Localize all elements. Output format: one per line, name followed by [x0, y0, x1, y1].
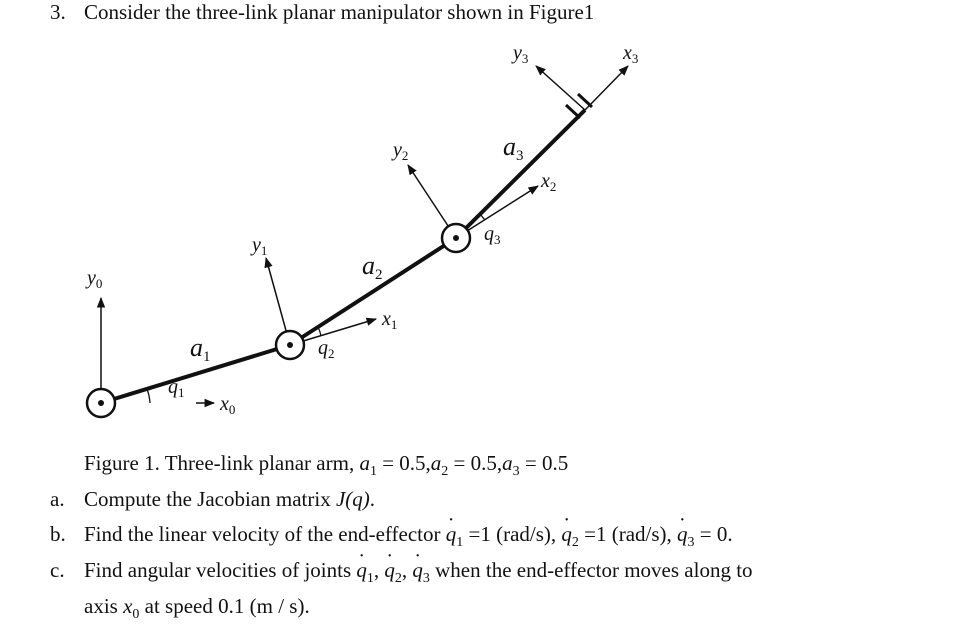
part-c-sep2: , — [401, 558, 413, 582]
label-a3: $a_3$ — [503, 132, 524, 164]
link-3 — [456, 110, 585, 238]
label-y2: $y_2$ — [393, 139, 409, 163]
part-c-axis: x — [123, 594, 133, 618]
caption-a1-value: = 0.5, — [376, 451, 431, 475]
part-c-text: Find angular velocities of joints — [84, 558, 357, 582]
question-text: Consider the three-link planar manipulator shown in Figure1 — [84, 0, 595, 24]
joint-2 — [442, 224, 470, 252]
part-c-line2 — [84, 594, 310, 623]
caption-a3-sub: 3 — [512, 464, 520, 480]
part-a-text: Compute the Jacobian matrix — [84, 487, 336, 511]
part-b-q3-dot: · q — [677, 522, 688, 547]
label-x0: $x_0$ — [220, 393, 236, 417]
part-b-q2-value: =1 (rad/s), — [578, 522, 678, 546]
part-c-label: c. — [50, 558, 65, 582]
part-c — [50, 558, 753, 587]
part-b-q3-sub: 3 — [687, 535, 695, 551]
part-c-sep1: , — [373, 558, 385, 582]
part-b-q1-sub: 1 — [456, 535, 464, 551]
part-c-axis-sub: 0 — [132, 607, 140, 623]
label-x2: $x_2$ — [541, 170, 557, 194]
part-c-speed-prefix: at speed — [139, 594, 219, 618]
part-b-q2-dot: · q — [561, 522, 572, 547]
part-c-q2-sub: 2 — [394, 571, 402, 587]
label-a1: $a_1$ — [190, 333, 211, 365]
figure-caption — [84, 451, 568, 480]
part-c-axis-prefix: axis — [84, 594, 124, 618]
label-y1: $y_1$ — [252, 234, 268, 258]
label-x1: $x_1$ — [382, 308, 398, 332]
label-q1: $q_1$ — [168, 376, 185, 400]
question-number: 3. — [50, 0, 66, 24]
part-c-q3-sub: 3 — [422, 571, 430, 587]
q1-angle-arc — [147, 389, 150, 403]
end-effector-tick-1 — [566, 105, 580, 118]
x3-axis-arrow — [585, 66, 628, 110]
part-b-label: b. — [50, 522, 66, 546]
part-a-label: a. — [50, 487, 65, 511]
joint-1 — [276, 331, 304, 359]
caption-a2-sub: 2 — [441, 464, 449, 480]
part-a-end: . — [369, 487, 376, 511]
y3-axis-arrow — [536, 66, 585, 110]
caption-a3-value: = 0.5 — [519, 451, 569, 475]
part-b-text: Find the linear velocity of the end-effector — [84, 522, 446, 546]
label-a2: $a_2$ — [362, 251, 383, 283]
caption-a1-sub: 1 — [369, 464, 377, 480]
part-c-q2-dot: · q — [384, 558, 395, 583]
part-c-text2: when the end-effector moves along to — [429, 558, 753, 582]
part-b-q1-dot: · q — [446, 522, 457, 547]
part-c-speed: 0.1 (m / s) — [218, 594, 305, 618]
caption-a3: a — [502, 451, 513, 475]
label-x3: $x_3$ — [623, 42, 639, 66]
part-b-q1-value: =1 (rad/s), — [463, 522, 562, 546]
part-b-q3-value: = 0. — [694, 522, 733, 546]
q3-angle-arc — [481, 215, 485, 220]
caption-a2-value: = 0.5, — [448, 451, 503, 475]
part-c-q1-sub: 1 — [366, 571, 374, 587]
caption-prefix: Figure 1. Three-link planar arm, — [84, 451, 360, 475]
part-c-q3-dot: · q — [412, 558, 423, 583]
part-a-math: J(q) — [335, 487, 370, 511]
caption-a1: a — [359, 451, 370, 475]
joint-0 — [87, 389, 115, 417]
label-y0: $y_0$ — [87, 267, 103, 291]
part-c-q1-dot: · q — [356, 558, 367, 583]
part-a — [50, 487, 375, 512]
part-c-end: . — [304, 594, 310, 618]
part-b-q2-sub: 2 — [571, 535, 579, 551]
caption-a2: a — [430, 451, 442, 475]
label-q3: $q_3$ — [484, 223, 501, 247]
label-q2: $q_2$ — [318, 337, 335, 361]
label-y3: $y_3$ — [513, 42, 529, 66]
